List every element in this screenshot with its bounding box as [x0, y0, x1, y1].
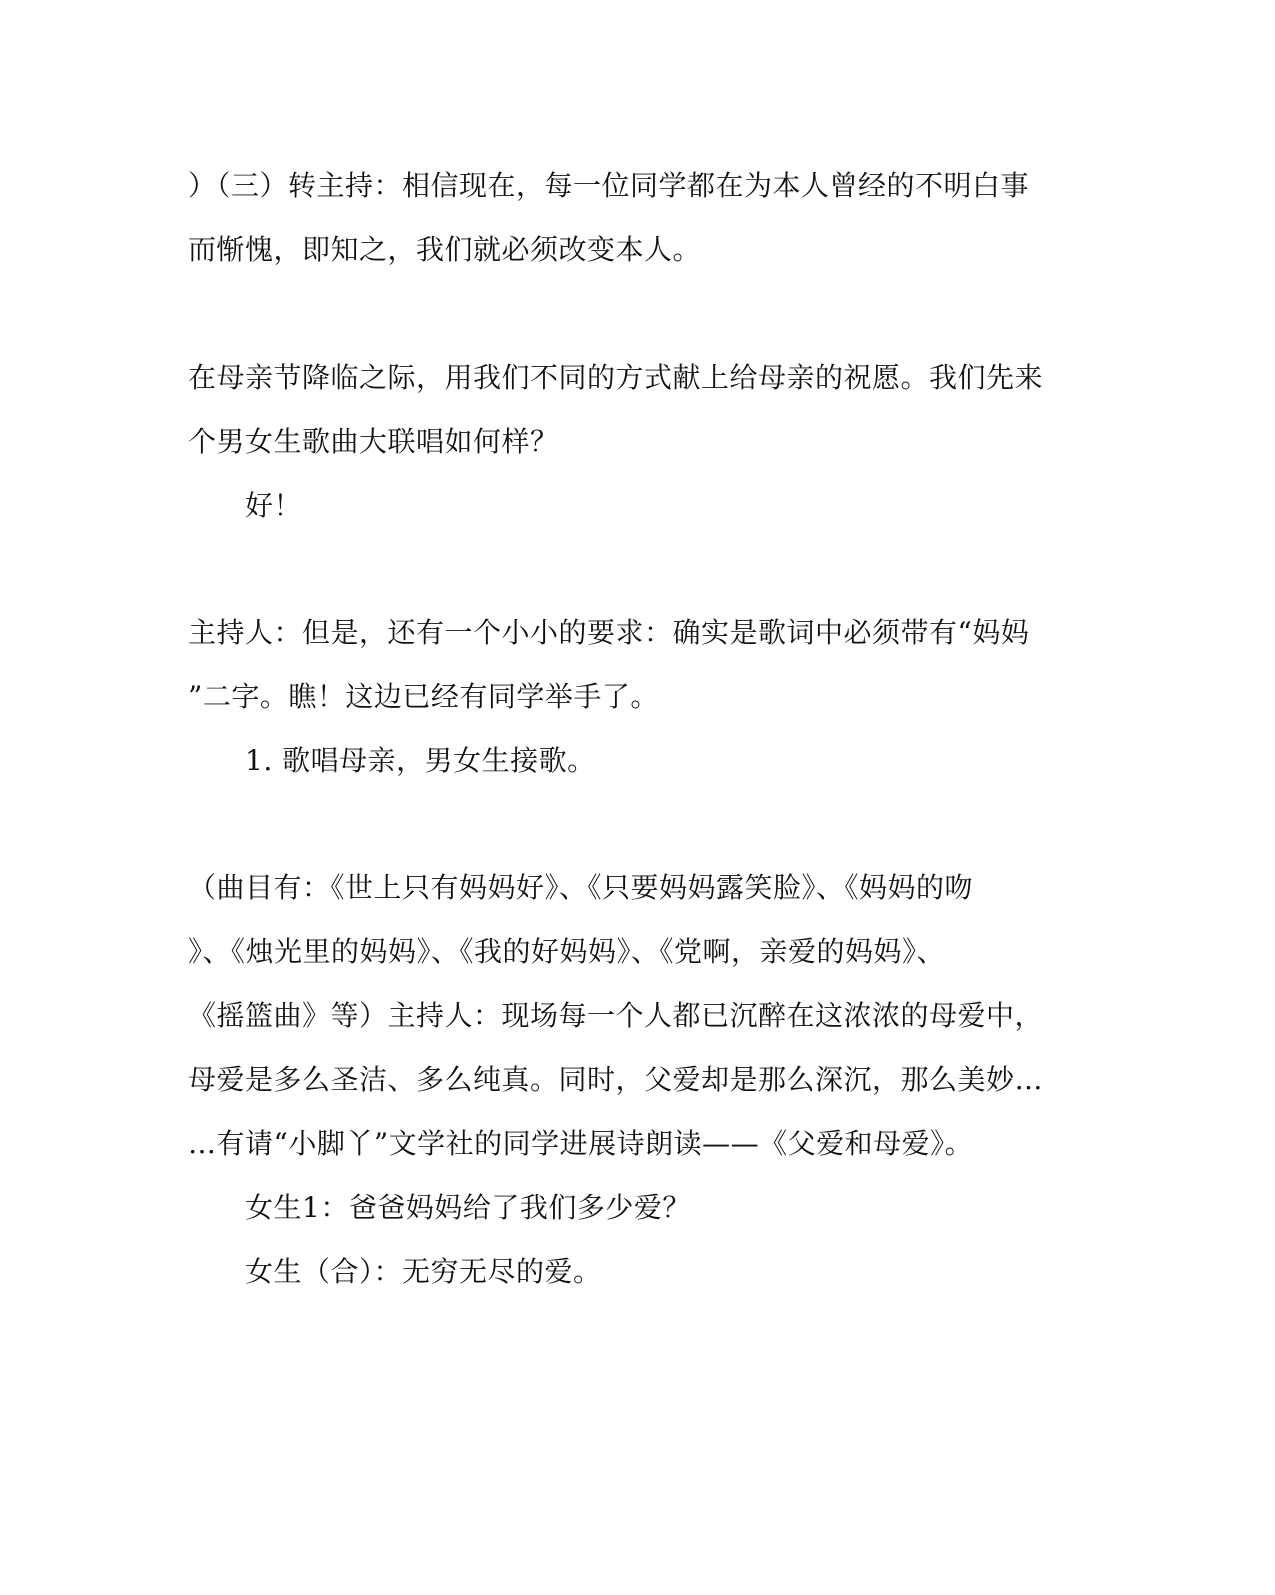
text-line: 个男女生歌曲大联唱如何样？ [188, 425, 559, 458]
text-line: …有请“小脚丫”文学社的同学进展诗朗读——《父爱和母爱》。 [188, 1127, 974, 1160]
list-item: 1. 歌唱母亲，男女生接歌。 [245, 744, 596, 777]
text-line: 好！ [245, 489, 303, 522]
dialogue-line: 女生1：爸爸妈妈给了我们多少爱？ [245, 1191, 691, 1224]
text-line: 而惭愧，即知之，我们就必须改变本人。 [188, 233, 702, 266]
text-line: （曲目有：《世上只有妈妈好》、《只要妈妈露笑脸》、《妈妈的吻 [188, 871, 974, 904]
text-line: 在母亲节降临之际，用我们不同的方式献上给母亲的祝愿。我们先来 [188, 361, 1044, 394]
text-line: ”二字。瞧！这边已经有同学举手了。 [188, 680, 659, 713]
dialogue-line: 女生（合）：无穷无尽的爱。 [245, 1255, 602, 1288]
text-line: ）（三）转主持：相信现在，每一位同学都在为本人曾经的不明白事 [188, 169, 1030, 202]
text-line: 母爱是多么圣洁、多么纯真。同时，父爱却是那么深沉，那么美妙… [188, 1063, 1044, 1096]
text-line: 主持人：但是，还有一个小小的要求：确实是歌词中必须带有“妈妈 [188, 616, 1030, 649]
text-line: 《摇篮曲》等）主持人：现场每一个人都已沉醉在这浓浓的母爱中， [188, 999, 1044, 1032]
text-line: 》、《烛光里的妈妈》、《我的好妈妈》、《党啊，亲爱的妈妈》、 [188, 935, 946, 968]
